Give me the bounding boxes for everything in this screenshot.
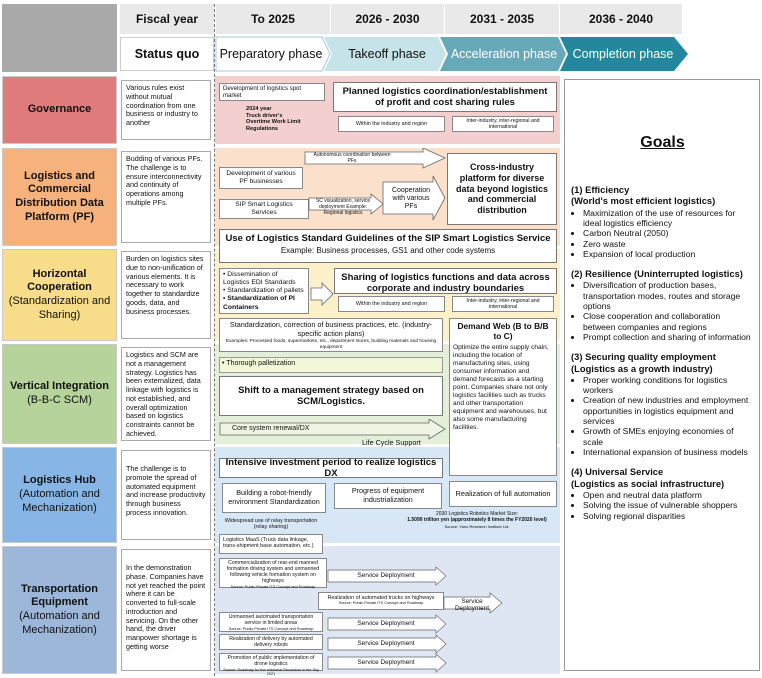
row-title: Transportation Equipment [20, 582, 98, 609]
goal-item: • Zero waste [583, 239, 754, 249]
fiscal-year-header: Fiscal year [120, 4, 214, 34]
row-title: Logistics Hub [23, 474, 96, 487]
robot-friendly-box: Building a robot-friendly environment Standardization [222, 483, 326, 513]
status-horizontal: Burden on logistics sites due to non-unification of various elements. It is necessary to work together to standardize goods, data, and business processes. [121, 251, 211, 339]
service-label-4: Service Deployment [357, 640, 415, 647]
full-automation-box: Realization of full automation [449, 481, 557, 507]
overtime-label: Overtime Work Limit Regulations [246, 119, 301, 133]
relay-transport-text: Widespread use of relay transportation (relay sharing) [224, 518, 318, 531]
corner-cell [2, 4, 117, 72]
market-size-note [398, 511, 556, 529]
service-label-5: Service Deployment [357, 659, 415, 666]
industrialization-box: Progress of equipment industrialization [334, 483, 442, 509]
sc-visualization-label: SC visualization, service deployment Example: Regional logistics [315, 198, 371, 216]
row-title: Horizontal Cooperation [27, 267, 92, 294]
unmanned-service-box [219, 612, 323, 632]
sharing-functions-box: Sharing of logistics functions and data across corporate and industry boundaries [334, 268, 557, 294]
market-size-2: 1.5099 trillion yen (approximately 8 times the FY2020 level) [407, 517, 547, 524]
status-platform: Budding of various PFs. The challenge is to ensure interconnectivity and continuity of operations among multiple PFs. [121, 151, 211, 243]
service-label-1: Service Deployment [357, 572, 415, 579]
phase-takeoff-label: Takeoff phase [348, 47, 426, 61]
row-title: Logistics and Commercial Distribution Data Platform (PF) [15, 169, 104, 223]
service-label-2: Service Deployment [454, 598, 490, 612]
core-system-text: Core system renewal/DX [232, 425, 310, 432]
goals-title: Goals [640, 134, 685, 151]
status-governance: Various rules exist without mutual coordination from one business or industry to another [121, 80, 211, 140]
edi-item: • Dissemination of Logistics EDI Standards [223, 271, 296, 287]
goal-efficiency [571, 184, 754, 259]
business-practices-text: Standardization, correction of business practices, etc. (industry-specific action plans) [229, 320, 433, 338]
overtime-truck: Truck driver's [246, 112, 283, 119]
sip-services-box: SIP Smart Logistics Services [219, 199, 309, 219]
goal-item: • Solving the issue of vulnerable shoppers [583, 500, 754, 510]
goal-heading: (1) Efficiency [571, 184, 630, 195]
goal-subheading: (Logistics as a growth industry) [571, 362, 713, 374]
goal-subheading: (World's most efficient logistics) [571, 195, 716, 207]
guidelines-example: Example: Business processes, GS1 and other code systems [280, 246, 496, 256]
goal-item: • Proper working conditions for logistics workers [583, 375, 754, 396]
goal-item: • Growth of SMEs enjoying economies of scale [583, 426, 754, 447]
goal-heading: (3) Securing quality employment [571, 351, 716, 363]
automated-trucks-text: Realization of automated trucks on highways [327, 595, 435, 601]
status-quo-header: Status quo [120, 37, 214, 71]
unmanned-service-text: Unmanned automated transportation service in limited areas [228, 614, 314, 626]
lifecycle-text: Life Cycle Support [362, 438, 421, 447]
unmanned-source: Source: Public-Private ITS Concept and Roadmap [228, 626, 314, 631]
goal-resilience [571, 268, 754, 342]
row-subtitle: (B-B-C SCM) [27, 394, 92, 406]
planned-rules-box: Planned logistics coordination/establishment of profit and cost sharing rules [333, 82, 557, 112]
spot-market-box: Development of logistics spot market [219, 83, 325, 101]
goal-item: • Solving regional disparities [583, 511, 754, 521]
row-label-transport [2, 546, 117, 674]
demand-web-box [449, 318, 557, 476]
row-label-horizontal [2, 249, 117, 341]
overtime-year: 2024 year [246, 106, 272, 112]
demand-web-title: Demand Web (B to B/B to C) [457, 321, 549, 342]
palletization-text: • Thorough palletization [222, 360, 296, 367]
goal-universal [571, 466, 754, 521]
horizontal-arrow [310, 282, 334, 306]
status-vertical: Logistics and SCM are not a management strategy. Logistics has been externalized, data linkage with logistics is not established, and overall optimization based on logistics constraints cannot be achieved. [121, 347, 211, 441]
phase-prep-label: Preparatory phase [219, 47, 323, 61]
row-label-platform [2, 148, 117, 246]
phase-done-label: Completion phase [572, 47, 674, 61]
goal-item: • Diversification of production bases, transportation modes, routes and storage options [583, 280, 754, 311]
goal-item: • Prompt collection and sharing of information [583, 332, 754, 342]
goal-item: • Maximization of the use of resources for ideal logistics efficiency [583, 208, 754, 229]
goal-item: • Open and neutral data platform [583, 490, 754, 500]
row-label-governance [2, 76, 117, 144]
phase-accel-label: Acceleration phase [450, 47, 558, 61]
business-practices-examples: Examples: Processed foods, supermarkets, etc., department stores, building materials and housing equipment [225, 339, 437, 351]
delivery-robots-box: Realization of delivery by automated delivery robots [219, 634, 323, 650]
goal-item: • Expansion of local production [583, 249, 754, 259]
status-hub: The challenge is to promote the spread of automated equipment and increase productivity through business process innovation. [121, 450, 211, 540]
cross-industry-box: Cross-industry platform for diverse data beyond logistics and commercial distribution [447, 153, 557, 225]
row-label-vertical [2, 344, 117, 444]
goal-item: • Creation of new industries and employment opportunities in logistics equipment and services [583, 395, 754, 426]
intensive-investment-box: Intensive investment period to realize logistics DX [219, 458, 443, 478]
period-2030: 2026 - 2030 [331, 4, 444, 34]
maas-box: Logistics MaaS (Truck data linkage, trans-shipment base automation, etc.) [219, 534, 323, 554]
service-label-3: Service Deployment [357, 620, 415, 627]
market-size-1: 2030 Logistics Robotics Market Size: [436, 511, 518, 517]
pi-item: • Standardization of PI Containers [223, 295, 295, 311]
gov-inter-box: Inter-industry, inter-regional and international [452, 116, 554, 132]
row-title: Vertical Integration [9, 380, 110, 393]
autonomous-label: Autonomous coordination between PFs [313, 152, 391, 164]
formation-driving-text: Commercialization of rear-end manned formation driving system and unmanned following vehicle formation system on highways [226, 560, 320, 584]
row-label-hub [2, 447, 117, 543]
formation-driving-box [219, 558, 327, 588]
goal-item: • Carbon Neutral (2050) [583, 228, 754, 238]
row-subtitle: (Automation and Mechanization) [19, 610, 100, 636]
goal-heading: (4) Universal Service [571, 466, 664, 478]
period-2040: 2036 - 2040 [560, 4, 682, 34]
cooperation-label: Cooperation with various PFs [391, 186, 431, 211]
pallet-item: • Standardization of pallets [223, 287, 304, 295]
shift-strategy-box: Shift to a management strategy based on SCM/Logistics. [219, 376, 443, 416]
goal-item: • International expansion of business models [583, 447, 754, 457]
drone-logistics-box [219, 653, 323, 677]
formation-source: Source: Public-Private ITS Concept and Roadmap [230, 584, 316, 589]
gov-within-box: Within the industry and region [338, 116, 445, 132]
row-subtitle: (Standardization and Sharing) [8, 295, 111, 321]
guidelines-box [219, 229, 557, 263]
drone-text: Promotion of public implementation of drone logistics [227, 655, 315, 667]
period-2035: 2031 - 2035 [445, 4, 559, 34]
status-transport: In the demonstration phase. Companies have not yet reached the point where it can be converted to full-scale introduction and servicing. On the other hand, the driver manpower shortage is getting worse [121, 549, 211, 671]
guidelines-title: Use of Logistics Standard Guidelines of the SIP Smart Logistics Service [225, 233, 551, 244]
edi-standards-box [219, 268, 309, 314]
overtime-note [246, 106, 330, 133]
goal-employment [571, 351, 754, 457]
goal-heading: (2) Resilience (Uninterrupted logistics) [571, 268, 743, 280]
row-title: Governance [27, 103, 92, 116]
hz-within-box: Within the industry and region [338, 296, 445, 312]
drone-source: Source: Roadmap for the Industrial Revolution in the Sky 2021 [223, 667, 319, 677]
goals-panel [564, 79, 760, 671]
automated-trucks-source: Source: Public-Private ITS Concept and Roadmap [338, 601, 424, 606]
row-subtitle: (Automation and Mechanization) [19, 488, 100, 514]
period-2025: To 2025 [216, 4, 330, 34]
hz-inter-box: Inter-industry, inter-regional and international [452, 296, 554, 312]
demand-web-body: Optimize the entire supply chain, including the location of manufacturing sites, using consumer information and demand forecasts as a starting point. Companies share not only logistics facilities such as trucks and other transportation equipment and warehouses, but also some manufacturing facilities. [453, 343, 549, 431]
goal-subheading: (Logistics as social infrastructure) [571, 477, 725, 489]
goal-item: • Close cooperation and collaboration between companies and regions [583, 311, 754, 332]
market-size-3: Source: Yano Research Institute Ltd. [444, 523, 510, 529]
dev-pf-box: Development of various PF businesses [219, 167, 303, 189]
business-practices-box [219, 318, 443, 352]
